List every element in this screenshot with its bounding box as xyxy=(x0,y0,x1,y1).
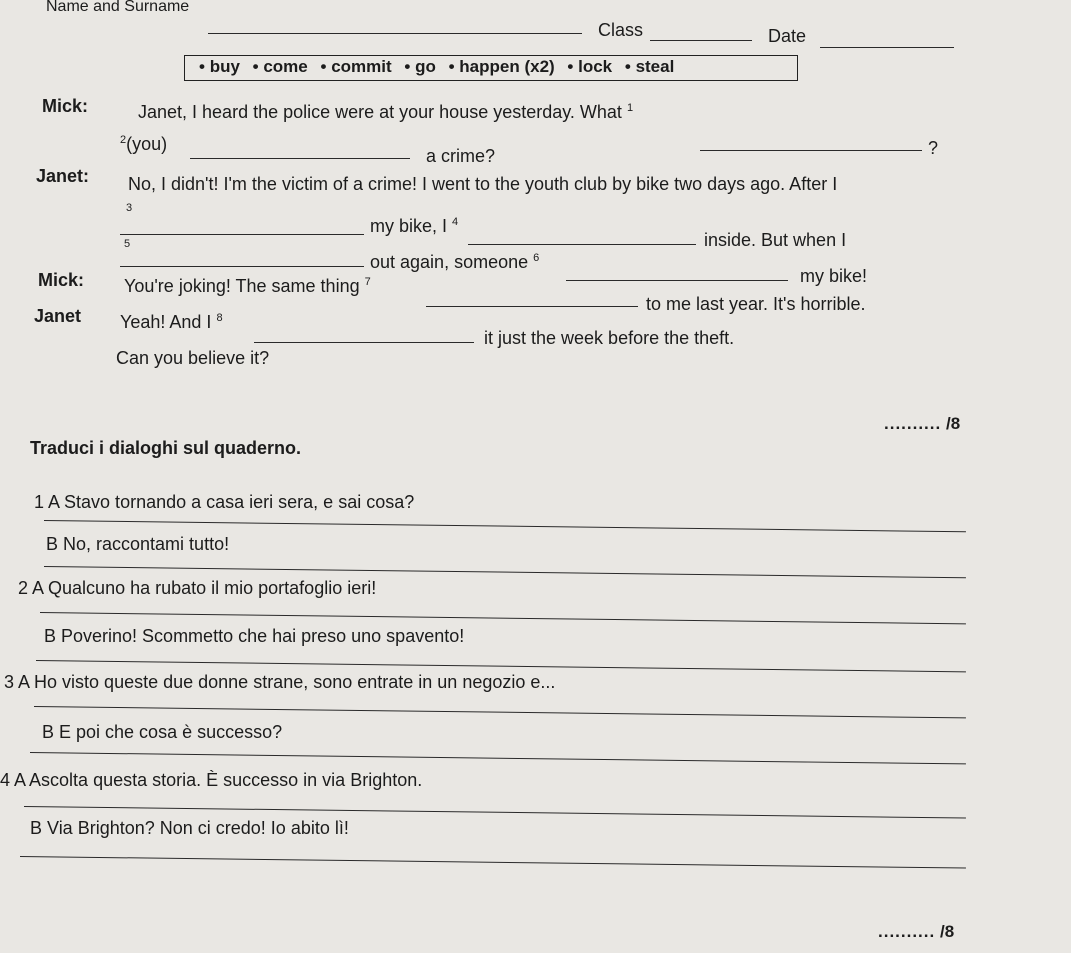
answer-line[interactable] xyxy=(40,612,966,624)
question-mark: ? xyxy=(928,138,939,158)
answer-line[interactable] xyxy=(44,566,966,578)
name-blank[interactable] xyxy=(208,33,582,34)
gap-1[interactable] xyxy=(700,150,922,151)
translate-item: 3 A Ho visto queste due donne strane, sono entrate in un negozio e... xyxy=(4,672,556,692)
dialogue-line: inside. But when I xyxy=(704,230,847,250)
speaker-mick: Mick: xyxy=(38,270,85,290)
gap-5[interactable] xyxy=(120,266,364,267)
gap-7[interactable] xyxy=(426,306,638,307)
word-bank xyxy=(184,55,798,81)
word-bank-item: • commit xyxy=(320,57,392,76)
dialogue-line: Yeah! And I $^8$ xyxy=(120,312,223,332)
speaker-mick: Mick: xyxy=(42,96,89,116)
answer-line[interactable] xyxy=(24,806,966,819)
word-bank-item: • steal xyxy=(624,57,675,76)
speaker-janet: Janet: xyxy=(36,166,90,186)
dialogue-line: You're joking! The same thing $^7$ xyxy=(124,276,371,296)
gap-number: 5 xyxy=(124,238,131,250)
dialogue-line: out again, someone $^6$ xyxy=(370,252,540,272)
gap-2[interactable] xyxy=(190,158,410,159)
answer-line[interactable] xyxy=(44,520,966,532)
dialogue-line: it just the week before the theft. xyxy=(484,328,735,348)
translate-item: B Poverino! Scommetto che hai preso uno spavento! xyxy=(44,626,465,646)
word-bank-item: • come xyxy=(252,57,308,76)
score-2: .......... /8 xyxy=(878,922,955,941)
class-blank[interactable] xyxy=(650,40,752,41)
dialogue-line: my bike! xyxy=(800,266,868,286)
translate-item: 2 A Qualcuno ha rubato il mio portafoglio ieri! xyxy=(18,578,377,598)
date-label: Date xyxy=(768,26,807,46)
section-title: Traduci i dialoghi sul quaderno. xyxy=(30,438,302,458)
gap-4[interactable] xyxy=(468,244,696,245)
translate-item: 1 A Stavo tornando a casa ieri sera, e sai cosa? xyxy=(34,492,415,512)
speaker-janet: Janet xyxy=(34,306,82,326)
word-bank-item: • go xyxy=(404,57,436,76)
translate-item: B E poi che cosa è successo? xyxy=(42,722,283,742)
word-bank-item: • happen (x2) xyxy=(448,57,555,76)
translate-item: 4 A Ascolta questa storia. È successo in via Brighton. xyxy=(0,770,423,790)
gap-8[interactable] xyxy=(254,342,474,343)
translate-item: B Via Brighton? Non ci credo! Io abito lì! xyxy=(30,818,349,838)
dialogue-line: Can you believe it? xyxy=(116,348,270,368)
class-label: Class xyxy=(598,20,644,40)
word-bank-item: • buy xyxy=(199,57,240,76)
answer-line[interactable] xyxy=(20,856,966,869)
dialogue-line: $^2$(you) xyxy=(120,134,168,154)
answer-line[interactable] xyxy=(36,660,966,672)
gap-3[interactable] xyxy=(120,234,364,235)
answer-line[interactable] xyxy=(34,706,966,718)
word-bank-item: • lock xyxy=(567,57,613,76)
gap-6[interactable] xyxy=(566,280,788,281)
answer-line[interactable] xyxy=(30,752,966,764)
score-1: .......... /8 xyxy=(884,414,961,433)
name-surname-label: Name and Surname xyxy=(46,0,190,15)
date-blank[interactable] xyxy=(820,47,954,48)
gap-number: 3 xyxy=(126,202,133,214)
dialogue-line: my bike, I $^4$ xyxy=(370,216,459,236)
translate-item: B No, raccontami tutto! xyxy=(46,534,230,554)
dialogue-line: to me last year. It's horrible. xyxy=(646,294,866,314)
dialogue-line: a crime? xyxy=(426,146,496,166)
dialogue-line: Janet, I heard the police were at your house yesterday. What $^1$ xyxy=(138,102,634,122)
dialogue-line: No, I didn't! I'm the victim of a crime! I went to the youth club by bike two days ago. After I xyxy=(128,174,838,194)
